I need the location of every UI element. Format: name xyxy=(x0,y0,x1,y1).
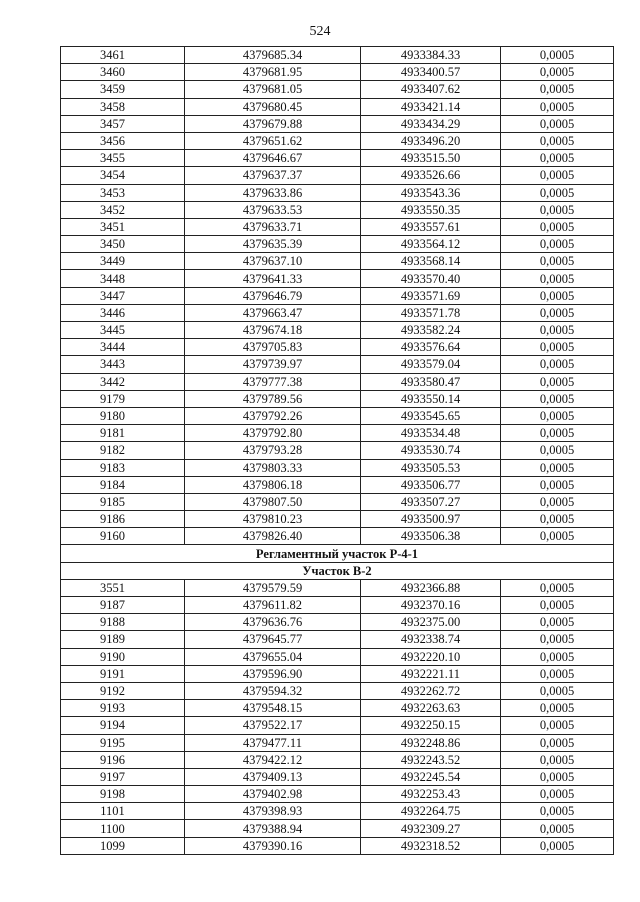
point-number-cell: 3449 xyxy=(61,253,185,270)
accuracy-cell: 0,0005 xyxy=(501,803,614,820)
accuracy-cell: 0,0005 xyxy=(501,493,614,510)
point-number-cell: 9191 xyxy=(61,665,185,682)
y-coordinate-cell: 4932366.88 xyxy=(361,579,501,596)
y-coordinate-cell: 4932221.11 xyxy=(361,665,501,682)
table-row xyxy=(61,837,614,854)
point-number-cell: 1101 xyxy=(61,803,185,820)
table-row xyxy=(61,665,614,682)
accuracy-cell: 0,0005 xyxy=(501,373,614,390)
y-coordinate-cell: 4932262.72 xyxy=(361,682,501,699)
accuracy-cell: 0,0005 xyxy=(501,648,614,665)
x-coordinate-cell: 4379646.67 xyxy=(185,150,361,167)
accuracy-cell: 0,0005 xyxy=(501,751,614,768)
accuracy-cell: 0,0005 xyxy=(501,236,614,253)
point-number-cell: 9160 xyxy=(61,528,185,545)
table-row xyxy=(61,115,614,132)
accuracy-cell: 0,0005 xyxy=(501,98,614,115)
accuracy-cell: 0,0005 xyxy=(501,597,614,614)
y-coordinate-cell: 4932318.52 xyxy=(361,837,501,854)
accuracy-cell: 0,0005 xyxy=(501,47,614,64)
table-row xyxy=(61,425,614,442)
x-coordinate-cell: 4379807.50 xyxy=(185,493,361,510)
coordinates-table xyxy=(60,46,614,855)
accuracy-cell: 0,0005 xyxy=(501,322,614,339)
x-coordinate-cell: 4379633.53 xyxy=(185,201,361,218)
x-coordinate-cell: 4379792.80 xyxy=(185,425,361,442)
subsection-title-row xyxy=(61,562,614,579)
y-coordinate-cell: 4933507.27 xyxy=(361,493,501,510)
point-number-cell: 9181 xyxy=(61,425,185,442)
point-number-cell: 9194 xyxy=(61,717,185,734)
accuracy-cell: 0,0005 xyxy=(501,579,614,596)
table-row xyxy=(61,356,614,373)
accuracy-cell: 0,0005 xyxy=(501,115,614,132)
accuracy-cell: 0,0005 xyxy=(501,768,614,785)
y-coordinate-cell: 4932264.75 xyxy=(361,803,501,820)
y-coordinate-cell: 4933564.12 xyxy=(361,236,501,253)
x-coordinate-cell: 4379635.39 xyxy=(185,236,361,253)
table-row xyxy=(61,751,614,768)
x-coordinate-cell: 4379402.98 xyxy=(185,786,361,803)
table-row xyxy=(61,218,614,235)
point-number-cell: 9189 xyxy=(61,631,185,648)
accuracy-cell: 0,0005 xyxy=(501,820,614,837)
point-number-cell: 3444 xyxy=(61,339,185,356)
table-row xyxy=(61,682,614,699)
point-number-cell: 9185 xyxy=(61,493,185,510)
y-coordinate-cell: 4932250.15 xyxy=(361,717,501,734)
y-coordinate-cell: 4932370.16 xyxy=(361,597,501,614)
accuracy-cell: 0,0005 xyxy=(501,270,614,287)
table-row xyxy=(61,476,614,493)
x-coordinate-cell: 4379685.34 xyxy=(185,47,361,64)
x-coordinate-cell: 4379388.94 xyxy=(185,820,361,837)
accuracy-cell: 0,0005 xyxy=(501,476,614,493)
accuracy-cell: 0,0005 xyxy=(501,786,614,803)
y-coordinate-cell: 4932248.86 xyxy=(361,734,501,751)
point-number-cell: 3456 xyxy=(61,132,185,149)
accuracy-cell: 0,0005 xyxy=(501,631,614,648)
y-coordinate-cell: 4932309.27 xyxy=(361,820,501,837)
table-row xyxy=(61,132,614,149)
y-coordinate-cell: 4933506.38 xyxy=(361,528,501,545)
x-coordinate-cell: 4379409.13 xyxy=(185,768,361,785)
point-number-cell: 3445 xyxy=(61,322,185,339)
y-coordinate-cell: 4933579.04 xyxy=(361,356,501,373)
x-coordinate-cell: 4379674.18 xyxy=(185,322,361,339)
point-number-cell: 1100 xyxy=(61,820,185,837)
x-coordinate-cell: 4379579.59 xyxy=(185,579,361,596)
y-coordinate-cell: 4933582.24 xyxy=(361,322,501,339)
accuracy-cell: 0,0005 xyxy=(501,614,614,631)
point-number-cell: 9190 xyxy=(61,648,185,665)
x-coordinate-cell: 4379789.56 xyxy=(185,390,361,407)
x-coordinate-cell: 4379646.79 xyxy=(185,287,361,304)
table-row xyxy=(61,322,614,339)
point-number-cell: 3446 xyxy=(61,304,185,321)
accuracy-cell: 0,0005 xyxy=(501,511,614,528)
y-coordinate-cell: 4933400.57 xyxy=(361,64,501,81)
x-coordinate-cell: 4379641.33 xyxy=(185,270,361,287)
y-coordinate-cell: 4933515.50 xyxy=(361,150,501,167)
table-row xyxy=(61,150,614,167)
point-number-cell: 9198 xyxy=(61,786,185,803)
y-coordinate-cell: 4933500.97 xyxy=(361,511,501,528)
point-number-cell: 9195 xyxy=(61,734,185,751)
accuracy-cell: 0,0005 xyxy=(501,167,614,184)
x-coordinate-cell: 4379680.45 xyxy=(185,98,361,115)
table-row xyxy=(61,700,614,717)
table-row xyxy=(61,734,614,751)
point-number-cell: 3448 xyxy=(61,270,185,287)
section-title: Регламентный участок Р-4-1 xyxy=(61,545,614,562)
x-coordinate-cell: 4379645.77 xyxy=(185,631,361,648)
table-row xyxy=(61,167,614,184)
x-coordinate-cell: 4379596.90 xyxy=(185,665,361,682)
point-number-cell: 1099 xyxy=(61,837,185,854)
accuracy-cell: 0,0005 xyxy=(501,132,614,149)
point-number-cell: 3455 xyxy=(61,150,185,167)
y-coordinate-cell: 4933580.47 xyxy=(361,373,501,390)
table-row xyxy=(61,64,614,81)
y-coordinate-cell: 4932375.00 xyxy=(361,614,501,631)
x-coordinate-cell: 4379739.97 xyxy=(185,356,361,373)
y-coordinate-cell: 4933557.61 xyxy=(361,218,501,235)
table-row xyxy=(61,184,614,201)
table-row xyxy=(61,339,614,356)
point-number-cell: 9187 xyxy=(61,597,185,614)
point-number-cell: 9182 xyxy=(61,442,185,459)
table-row xyxy=(61,442,614,459)
point-number-cell: 3451 xyxy=(61,218,185,235)
point-number-cell: 3460 xyxy=(61,64,185,81)
table-row xyxy=(61,803,614,820)
x-coordinate-cell: 4379522.17 xyxy=(185,717,361,734)
table-row xyxy=(61,493,614,510)
accuracy-cell: 0,0005 xyxy=(501,339,614,356)
table-row xyxy=(61,373,614,390)
x-coordinate-cell: 4379594.32 xyxy=(185,682,361,699)
accuracy-cell: 0,0005 xyxy=(501,287,614,304)
y-coordinate-cell: 4933434.29 xyxy=(361,115,501,132)
point-number-cell: 3442 xyxy=(61,373,185,390)
y-coordinate-cell: 4932263.63 xyxy=(361,700,501,717)
y-coordinate-cell: 4933505.53 xyxy=(361,459,501,476)
y-coordinate-cell: 4933496.20 xyxy=(361,132,501,149)
y-coordinate-cell: 4933576.64 xyxy=(361,339,501,356)
y-coordinate-cell: 4933545.65 xyxy=(361,407,501,424)
y-coordinate-cell: 4933550.35 xyxy=(361,201,501,218)
point-number-cell: 9196 xyxy=(61,751,185,768)
point-number-cell: 3459 xyxy=(61,81,185,98)
table-row xyxy=(61,270,614,287)
y-coordinate-cell: 4933407.62 xyxy=(361,81,501,98)
table-row xyxy=(61,304,614,321)
accuracy-cell: 0,0005 xyxy=(501,304,614,321)
accuracy-cell: 0,0005 xyxy=(501,356,614,373)
point-number-cell: 3443 xyxy=(61,356,185,373)
table-row xyxy=(61,768,614,785)
point-number-cell: 9197 xyxy=(61,768,185,785)
point-number-cell: 9188 xyxy=(61,614,185,631)
table-row xyxy=(61,717,614,734)
y-coordinate-cell: 4933421.14 xyxy=(361,98,501,115)
table-row xyxy=(61,47,614,64)
x-coordinate-cell: 4379636.76 xyxy=(185,614,361,631)
accuracy-cell: 0,0005 xyxy=(501,425,614,442)
accuracy-cell: 0,0005 xyxy=(501,407,614,424)
subsection-title: Участок В-2 xyxy=(61,562,614,579)
x-coordinate-cell: 4379477.11 xyxy=(185,734,361,751)
point-number-cell: 9179 xyxy=(61,390,185,407)
x-coordinate-cell: 4379611.82 xyxy=(185,597,361,614)
x-coordinate-cell: 4379655.04 xyxy=(185,648,361,665)
accuracy-cell: 0,0005 xyxy=(501,64,614,81)
table-row xyxy=(61,648,614,665)
accuracy-cell: 0,0005 xyxy=(501,201,614,218)
x-coordinate-cell: 4379803.33 xyxy=(185,459,361,476)
point-number-cell: 9193 xyxy=(61,700,185,717)
accuracy-cell: 0,0005 xyxy=(501,253,614,270)
table-row xyxy=(61,98,614,115)
point-number-cell: 3457 xyxy=(61,115,185,132)
x-coordinate-cell: 4379422.12 xyxy=(185,751,361,768)
table-row xyxy=(61,459,614,476)
table-row xyxy=(61,786,614,803)
y-coordinate-cell: 4933543.36 xyxy=(361,184,501,201)
y-coordinate-cell: 4933384.33 xyxy=(361,47,501,64)
table-row xyxy=(61,579,614,596)
y-coordinate-cell: 4933526.66 xyxy=(361,167,501,184)
x-coordinate-cell: 4379633.71 xyxy=(185,218,361,235)
x-coordinate-cell: 4379777.38 xyxy=(185,373,361,390)
table-row xyxy=(61,631,614,648)
y-coordinate-cell: 4933570.40 xyxy=(361,270,501,287)
table-row xyxy=(61,528,614,545)
accuracy-cell: 0,0005 xyxy=(501,81,614,98)
x-coordinate-cell: 4379548.15 xyxy=(185,700,361,717)
point-number-cell: 9183 xyxy=(61,459,185,476)
table-row xyxy=(61,81,614,98)
y-coordinate-cell: 4933568.14 xyxy=(361,253,501,270)
x-coordinate-cell: 4379705.83 xyxy=(185,339,361,356)
table-row xyxy=(61,407,614,424)
table-section-b xyxy=(61,579,614,854)
table-row xyxy=(61,390,614,407)
accuracy-cell: 0,0005 xyxy=(501,442,614,459)
point-number-cell: 3447 xyxy=(61,287,185,304)
y-coordinate-cell: 4932220.10 xyxy=(361,648,501,665)
accuracy-cell: 0,0005 xyxy=(501,459,614,476)
x-coordinate-cell: 4379651.62 xyxy=(185,132,361,149)
y-coordinate-cell: 4933506.77 xyxy=(361,476,501,493)
section-title-row xyxy=(61,545,614,562)
x-coordinate-cell: 4379633.86 xyxy=(185,184,361,201)
accuracy-cell: 0,0005 xyxy=(501,665,614,682)
point-number-cell: 9186 xyxy=(61,511,185,528)
table-row xyxy=(61,287,614,304)
accuracy-cell: 0,0005 xyxy=(501,528,614,545)
point-number-cell: 9184 xyxy=(61,476,185,493)
y-coordinate-cell: 4932243.52 xyxy=(361,751,501,768)
x-coordinate-cell: 4379637.37 xyxy=(185,167,361,184)
x-coordinate-cell: 4379637.10 xyxy=(185,253,361,270)
point-number-cell: 3450 xyxy=(61,236,185,253)
y-coordinate-cell: 4933530.74 xyxy=(361,442,501,459)
x-coordinate-cell: 4379681.05 xyxy=(185,81,361,98)
table-section-a xyxy=(61,47,614,545)
point-number-cell: 3458 xyxy=(61,98,185,115)
accuracy-cell: 0,0005 xyxy=(501,150,614,167)
x-coordinate-cell: 4379793.28 xyxy=(185,442,361,459)
table-row xyxy=(61,236,614,253)
accuracy-cell: 0,0005 xyxy=(501,218,614,235)
x-coordinate-cell: 4379792.26 xyxy=(185,407,361,424)
x-coordinate-cell: 4379826.40 xyxy=(185,528,361,545)
accuracy-cell: 0,0005 xyxy=(501,700,614,717)
point-number-cell: 3453 xyxy=(61,184,185,201)
y-coordinate-cell: 4932245.54 xyxy=(361,768,501,785)
accuracy-cell: 0,0005 xyxy=(501,717,614,734)
y-coordinate-cell: 4933534.48 xyxy=(361,425,501,442)
table-section-header xyxy=(61,545,614,579)
accuracy-cell: 0,0005 xyxy=(501,837,614,854)
page-number: 524 xyxy=(309,24,331,39)
accuracy-cell: 0,0005 xyxy=(501,682,614,699)
x-coordinate-cell: 4379810.23 xyxy=(185,511,361,528)
table-row xyxy=(61,614,614,631)
point-number-cell: 9180 xyxy=(61,407,185,424)
point-number-cell: 3452 xyxy=(61,201,185,218)
table-row xyxy=(61,511,614,528)
x-coordinate-cell: 4379681.95 xyxy=(185,64,361,81)
accuracy-cell: 0,0005 xyxy=(501,184,614,201)
y-coordinate-cell: 4933571.69 xyxy=(361,287,501,304)
table-row xyxy=(61,597,614,614)
table-row xyxy=(61,820,614,837)
y-coordinate-cell: 4932253.43 xyxy=(361,786,501,803)
table-row xyxy=(61,201,614,218)
x-coordinate-cell: 4379398.93 xyxy=(185,803,361,820)
point-number-cell: 3461 xyxy=(61,47,185,64)
y-coordinate-cell: 4933550.14 xyxy=(361,390,501,407)
x-coordinate-cell: 4379663.47 xyxy=(185,304,361,321)
y-coordinate-cell: 4933571.78 xyxy=(361,304,501,321)
x-coordinate-cell: 4379679.88 xyxy=(185,115,361,132)
accuracy-cell: 0,0005 xyxy=(501,390,614,407)
y-coordinate-cell: 4932338.74 xyxy=(361,631,501,648)
point-number-cell: 9192 xyxy=(61,682,185,699)
x-coordinate-cell: 4379806.18 xyxy=(185,476,361,493)
table-row xyxy=(61,253,614,270)
point-number-cell: 3551 xyxy=(61,579,185,596)
accuracy-cell: 0,0005 xyxy=(501,734,614,751)
point-number-cell: 3454 xyxy=(61,167,185,184)
x-coordinate-cell: 4379390.16 xyxy=(185,837,361,854)
